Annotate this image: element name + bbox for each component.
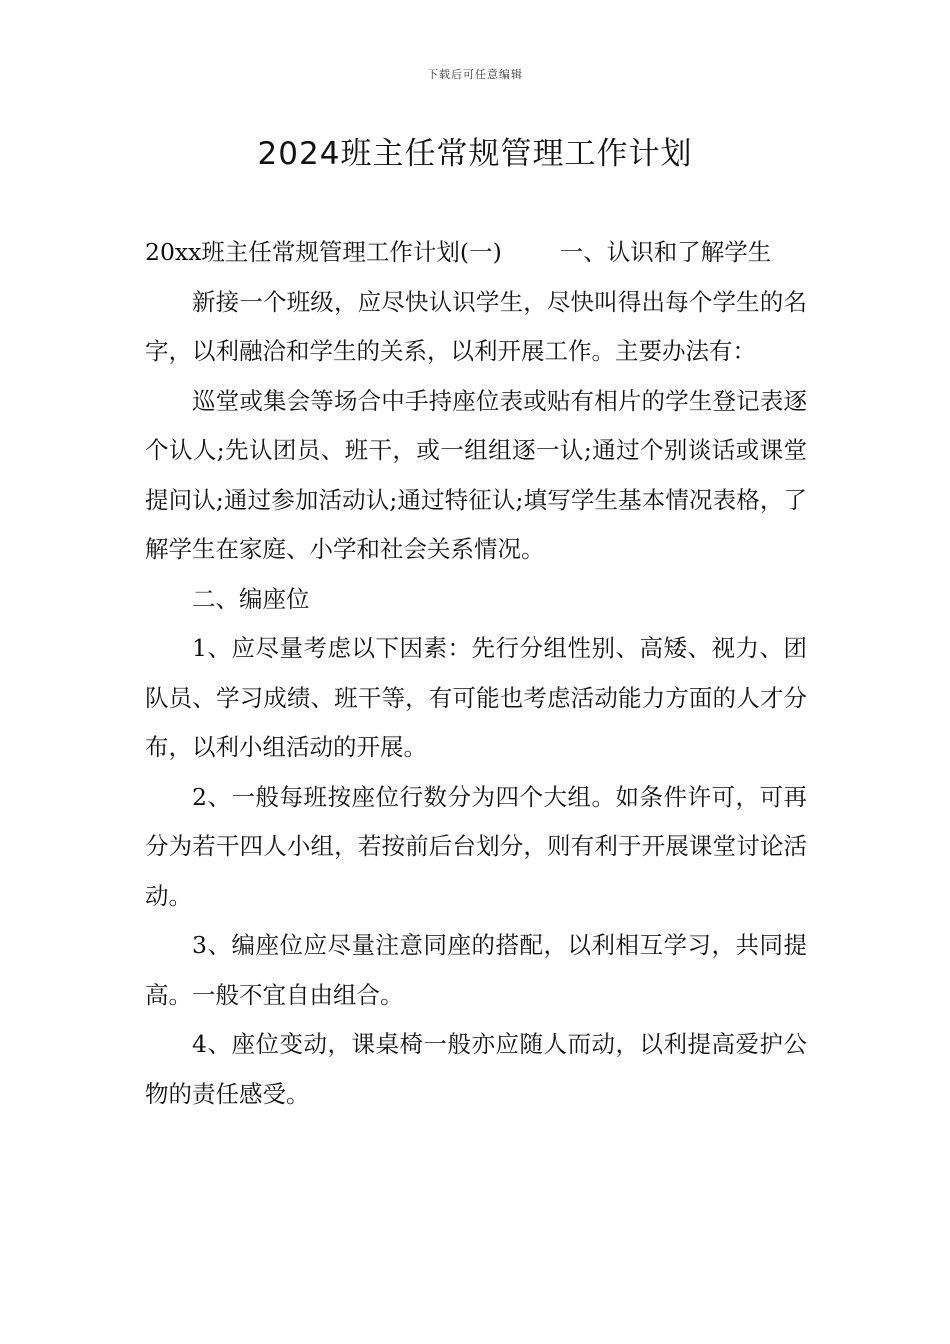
paragraph-2: 巡堂或集会等场合中手持座位表或贴有相片的学生登记表逐个认人;先认团员、班干，或一组组逐一认;通过个别谈话或课堂提问认;通过参加活动认;通过特征认;填写学生基本情况表格，了解学生在家庭、小学和社会关系情况。: [145, 386, 807, 563]
paragraph-3: 1、应尽量考虑以下因素：先行分组性别、高矮、视力、团队员、学习成绩、班干等，有可能也考虑活动能力方面的人才分布，以利小组活动的开展。: [145, 634, 807, 761]
document-title: 2024班主任常规管理工作计划: [257, 136, 693, 172]
paragraph-1: 新接一个班级，应尽快认识学生，尽快叫得出每个学生的名字，以利融洽和学生的关系，以利开展工作。主要办法有：: [145, 287, 807, 365]
paragraph-6: 4、座位变动，课桌椅一般亦应随人而动，以利提高爱护公物的责任感受。: [145, 1030, 807, 1108]
intro-line: [145, 228, 807, 278]
section-heading-2: 二、编座位: [192, 584, 310, 613]
document-subtitle: 20xx班主任常规管理工作计划(一): [145, 238, 502, 266]
section-heading-1: 一、认识和了解学生: [559, 238, 772, 266]
paragraph-5: 3、编座位应尽量注意同座的搭配，以利相互学习，共同提高。一般不宜自由组合。: [145, 931, 807, 1009]
header-note: 下载后可任意编辑: [427, 68, 523, 81]
paragraph-4: 2、一般每班按座位行数分为四个大组。如条件许可，可再分为若干四人小组，若按前后台划分，则有利于开展课堂讨论活动。: [145, 782, 807, 910]
document-body: [145, 228, 807, 1119]
